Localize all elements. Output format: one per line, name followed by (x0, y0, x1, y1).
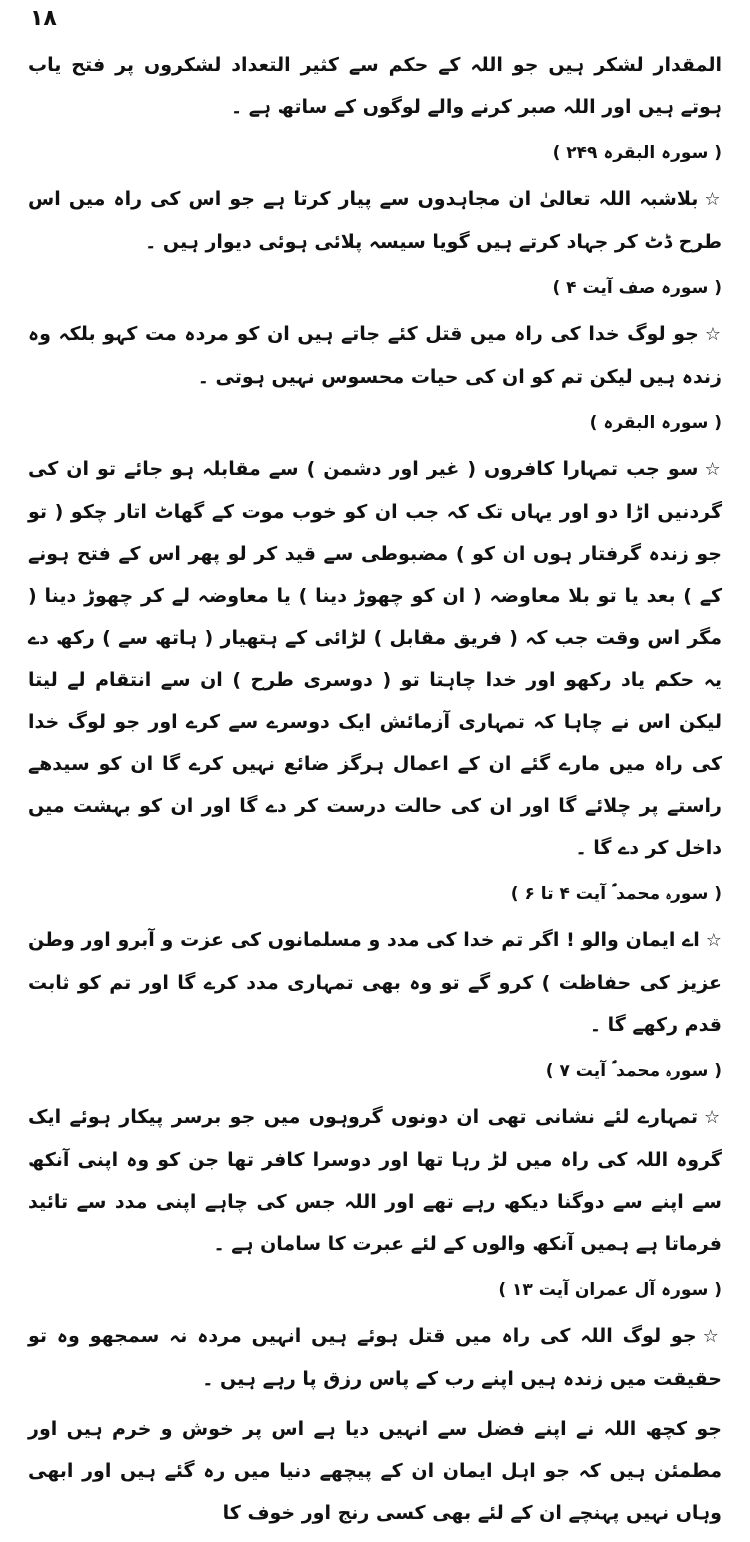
paragraph-text: اے ایمان والو ! اگر تم خدا کی مدد و مسلمانوں کی عزت و آبرو اور وطن عزیز کی حفاظت ) کرو گے تو وہ بھی تمہاری مدد کرے گا اور تم کو ثابت قدم رکھے گا ۔ (28, 929, 722, 1036)
text-paragraph (28, 1408, 722, 1534)
star-bullet-icon: ☆ (704, 189, 722, 210)
surah-reference: ( سورہ محمد ؐ آیت ۴ تا ۶ ) (510, 884, 722, 904)
surah-reference: ( سورہ البقرہ ۲۴۹ ) (552, 143, 722, 163)
text-paragraph (28, 448, 722, 869)
surah-reference: ( سورہ البقرہ ) (589, 413, 722, 433)
text-paragraph (28, 1315, 722, 1400)
surah-reference: ( سورہ آل عمران آیت ۱۳ ) (498, 1280, 722, 1300)
star-bullet-icon: ☆ (702, 1326, 722, 1347)
paragraph-text: المقدار لشکر ہیں جو اللہ کے حکم سے کثیر التعداد لشکروں پر فتح یاب ہوتے ہیں اور اللہ صبر کرنے والے لوگوں کے ساتھ ہے ۔ (28, 54, 722, 118)
text-paragraph (28, 919, 722, 1046)
page-number: ۱۸ (30, 6, 57, 31)
star-bullet-icon: ☆ (704, 459, 722, 480)
page-content (28, 44, 722, 1542)
text-paragraph (28, 1096, 722, 1265)
star-bullet-icon: ☆ (704, 324, 722, 345)
surah-reference: ( سورہ محمد ؐ آیت ۷ ) (545, 1061, 722, 1081)
paragraph-text: تمہارے لئے نشانی تھی ان دونوں گروہوں میں جو برسر پیکار ہوئے ایک گروہ اللہ کی راہ میں لڑ رہا تھا اور دوسرا کافر تھا جن کو وہ اپنی آنکھ سے اپنے سے دوگنا دیکھ رہے تھے اور اللہ جس کی چاہے اپنی مدد سے تائید فرماتا ہے ہمیں آنکھ والوں کے لئے عبرت کا سامان ہے ۔ (28, 1106, 722, 1255)
surah-reference: ( سورہ صف آیت ۴ ) (552, 278, 722, 298)
star-bullet-icon: ☆ (705, 930, 722, 951)
paragraph-text: جو کچھ اللہ نے اپنے فضل سے انہیں دیا ہے اس پر خوش و خرم ہیں اور مطمئن ہیں کہ جو اہل ایمان ان کے پیچھے دنیا میں رہ گئے ہیں اور ابھی وہاں نہیں پہنچے ان کے لئے بھی کسی رنج اور خوف کا (28, 1418, 722, 1524)
star-bullet-icon: ☆ (704, 1107, 722, 1128)
paragraph-text: جو لوگ اللہ کی راہ میں قتل ہوئے ہیں انہیں مردہ نہ سمجھو وہ تو حقیقت میں زندہ ہیں اپنے رب کے پاس رزق پا رہے ہیں ۔ (28, 1325, 722, 1390)
text-paragraph (28, 313, 722, 398)
text-paragraph (28, 44, 722, 128)
paragraph-text: جو لوگ خدا کی راہ میں قتل کئے جاتے ہیں ان کو مردہ مت کہو بلکہ وہ زندہ ہیں لیکن تم کو ان کی حیات محسوس نہیں ہوتی ۔ (28, 323, 722, 388)
text-paragraph (28, 178, 722, 263)
paragraph-text: سو جب تمہارا کافروں ( غیر اور دشمن ) سے مقابلہ ہو جائے تو ان کی گردنیں اڑا دو اور یہاں تک کہ جب ان کو خوب موت کے گھاٹ اتار چکو ( تو جو زندہ گرفتار ہوں ان کو ) مضبوطی سے قید کر لو پھر اس کے فتح ہونے کے ) بعد یا تو بلا معاوضہ ( ان کو چھوڑ دینا ) یا معاوضہ لے کر چھوڑ دینا ( مگر اس وقت جب کہ ( فریق مقابل ) لڑائی کے ہتھیار ( ہاتھ سے ) رکھ دے یہ حکم یاد رکھو اور خدا چاہتا تو ( دوسری طرح ) ان سے انتقام لے لیتا لیکن اس نے چاہا کہ تمہاری آزمائش ایک دوسرے سے کرے اور جو لوگ خدا کی راہ میں مارے گئے ان کے اعمال ہرگز ضائع نہیں کرے گا ان کو سیدھے راستے پر چلائے گا اور ان کی حالت درست کر دے گا اور ان کو بہشت میں داخل کر دے گا ۔ (28, 458, 722, 859)
paragraph-text: بلاشبہ اللہ تعالیٰ ان مجاہدوں سے پیار کرتا ہے جو اس کی راہ میں اس طرح ڈٹ کر جہاد کرتے ہیں گویا سیسہ پلائی ہوئی دیوار ہیں ۔ (28, 188, 722, 253)
